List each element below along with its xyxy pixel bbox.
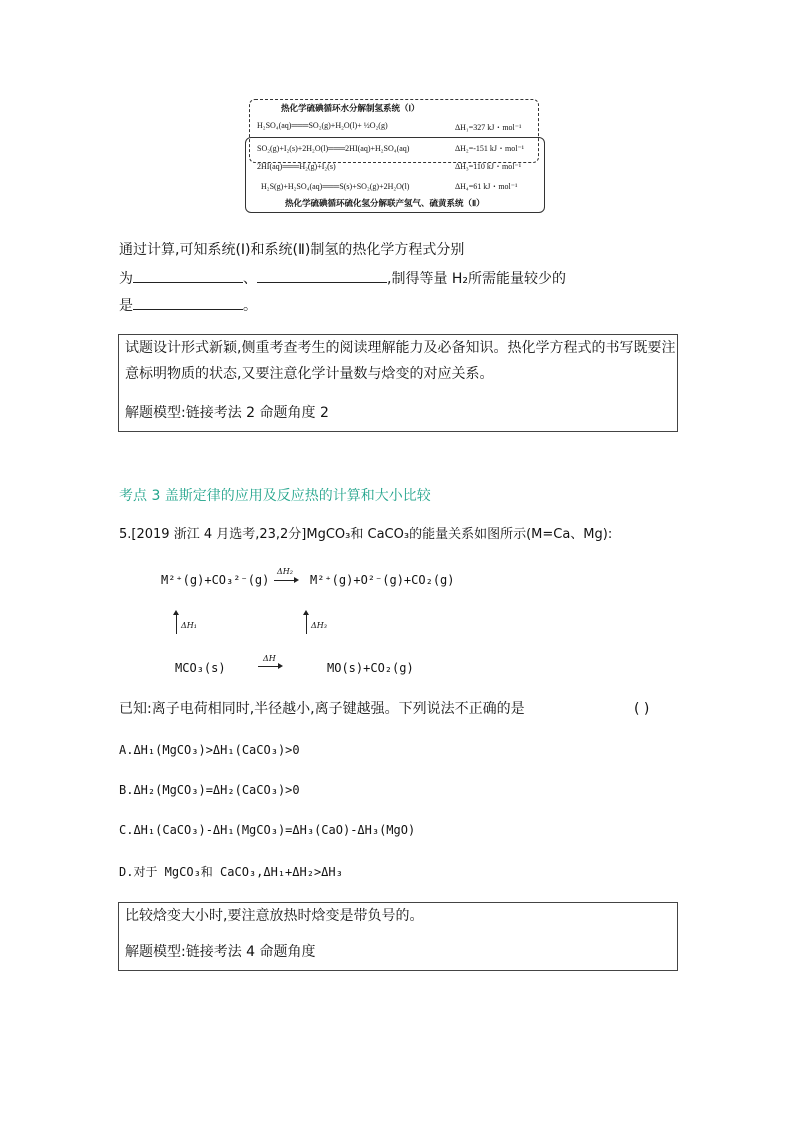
label-dh2: ΔH₂ xyxy=(277,567,293,576)
arrow-dh3 xyxy=(306,614,307,634)
q5-known: 已知:离子电荷相同时,半径越小,离子键越强。下列说法不正确的是 xyxy=(119,701,525,717)
q4-line-2 xyxy=(119,268,566,288)
cycle-bottom-left: MCO₃(s) xyxy=(175,661,226,675)
reaction-1-equation: H₂SO₄(aq)═══SO₂(g)+H₂O(l)+ ½O₂(g) xyxy=(257,121,388,130)
label-dh: ΔH xyxy=(263,654,276,663)
q5-stem: 5.[2019 浙江 4 月选考,23,2分]MgCO₃和 CaCO₃的能量关系如图所示(M=Ca、Mg): xyxy=(119,527,613,542)
note-2-model: 解题模型:链接考法 4 命题角度 xyxy=(125,944,316,960)
note-1-model: 解题模型:链接考法 2 命题角度 2 xyxy=(125,405,329,421)
thermochemical-cycle-diagram xyxy=(245,99,545,213)
cycle-top-right: M²⁺(g)+O²⁻(g)+CO₂(g) xyxy=(310,573,455,587)
q4-line-3 xyxy=(119,295,257,315)
q4-line-2-start: 为 xyxy=(119,271,133,287)
reaction-4-equation: H₂S(g)+H₂SO₄(aq)═══S(s)+SO₂(g)+2H₂O(l) xyxy=(261,182,410,191)
reaction-3-equation: 2HI(aq)═══H₂(g)+I₂(s) xyxy=(257,162,336,171)
q4-line-3-end: 。 xyxy=(243,298,257,314)
note-1-line-1: 试题设计形式新颖,侧重考查考生的阅读理解能力及必备知识。热化学方程式的书写既要注 xyxy=(125,340,676,356)
arrow-dh xyxy=(258,666,278,667)
option-d[interactable]: D.对于 MgCO₃和 CaCO₃,ΔH₁+ΔH₂>ΔH₃ xyxy=(119,865,343,879)
answer-parentheses[interactable]: ( ) xyxy=(634,701,650,717)
reaction-3-enthalpy: ΔH₃=110 kJ・mol⁻¹ xyxy=(455,162,522,171)
option-b[interactable]: B.ΔH₂(MgCO₃)=ΔH₂(CaCO₃)>0 xyxy=(119,783,300,797)
q4-line-3-start: 是 xyxy=(119,298,133,314)
q4-line-1: 通过计算,可知系统(Ⅰ)和系统(Ⅱ)制氢的热化学方程式分别 xyxy=(119,242,465,258)
cycle-top-left: M²⁺(g)+CO₃²⁻(g) xyxy=(161,573,270,587)
q4-separator: 、 xyxy=(243,271,257,287)
answer-blank-3[interactable] xyxy=(133,295,243,310)
reaction-1-enthalpy: ΔH₁=327 kJ・mol⁻¹ xyxy=(455,123,522,132)
note-1-line-2: 意标明物质的状态,又要注意化学计量数与焓变的对应关系。 xyxy=(125,366,494,382)
system-1-title: 热化学硫碘循环水分解制氢系统（Ⅰ） xyxy=(281,103,420,113)
system-2-title: 热化学硫碘循环硫化氢分解联产氢气、硫黄系统（Ⅱ） xyxy=(285,198,485,208)
analysis-note-1 xyxy=(118,334,678,432)
note-2-line-1: 比较焓变大小时,要注意放热时焓变是带负号的。 xyxy=(125,908,424,924)
analysis-note-2 xyxy=(118,902,678,971)
reaction-4-enthalpy: ΔH₄=61 kJ・mol⁻¹ xyxy=(455,182,518,191)
arrow-dh1 xyxy=(176,614,177,634)
arrow-dh2 xyxy=(274,580,294,581)
label-dh1: ΔH₁ xyxy=(181,621,197,630)
reaction-2-equation: SO₂(g)+I₂(s)+2H₂O(l)═══2HI(aq)+H₂SO₄(aq) xyxy=(257,144,410,153)
cycle-bottom-right: MO(s)+CO₂(g) xyxy=(327,661,414,675)
answer-blank-2[interactable] xyxy=(257,268,387,283)
reaction-2-enthalpy: ΔH₂=-151 kJ・mol⁻¹ xyxy=(455,144,525,153)
section-heading: 考点 3 盖斯定律的应用及反应热的计算和大小比较 xyxy=(119,488,431,504)
answer-blank-1[interactable] xyxy=(133,268,243,283)
option-c[interactable]: C.ΔH₁(CaCO₃)-ΔH₁(MgCO₃)=ΔH₃(CaO)-ΔH₃(MgO) xyxy=(119,823,416,837)
label-dh3: ΔH₃ xyxy=(311,621,327,630)
option-a[interactable]: A.ΔH₁(MgCO₃)>ΔH₁(CaCO₃)>0 xyxy=(119,743,300,757)
q4-line-2-end: ,制得等量 H₂所需能量较少的 xyxy=(387,271,567,287)
